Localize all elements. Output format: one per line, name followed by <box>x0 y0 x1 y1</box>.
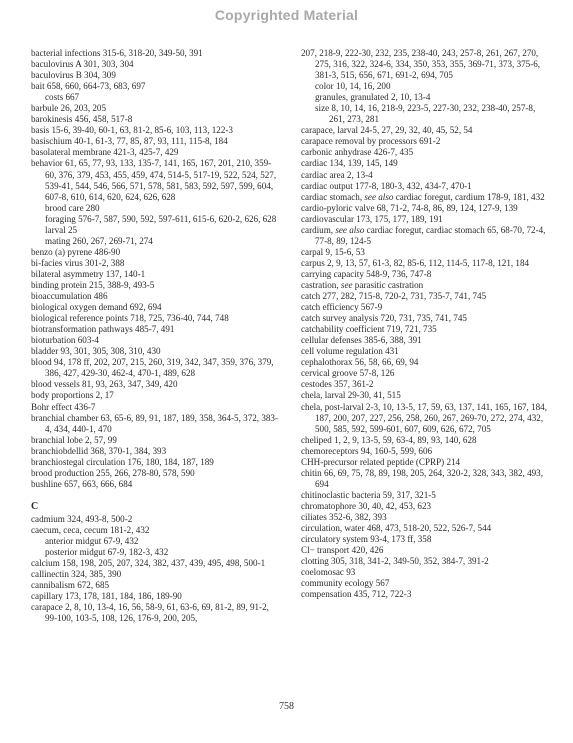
index-entry: coelomosac 93 <box>301 567 356 578</box>
index-entry <box>301 192 553 203</box>
index-entry: carpal 9, 15-6, 53 <box>301 246 365 257</box>
index-entry: bioaccumulation 486 <box>31 291 108 302</box>
index-entry: catch 277, 282, 715-8, 720-2, 731, 735-7, 741, 745 <box>301 291 487 302</box>
index-entry: carapace removal by processors 691-2 <box>301 136 441 147</box>
index-entry: bilateral asymmetry 137, 140-1 <box>31 268 146 279</box>
index-subentry: brood care 280 <box>45 202 100 213</box>
index-entry: community ecology 567 <box>301 578 390 589</box>
index-entry: cardiac output 177-8, 180-3, 432, 434-7, 470-1 <box>301 180 472 191</box>
index-entry: baculovirus A 301, 303, 304 <box>31 59 134 70</box>
index-subentry: granules, granulated 2, 10, 13-4 <box>315 92 431 103</box>
index-entry: baculovirus B 304, 309 <box>31 70 116 81</box>
index-entry: bioturbation 603-4 <box>31 335 99 346</box>
index-entry: carapace, larval 24-5, 27, 29, 32, 40, 45, 52, 54 <box>301 125 473 136</box>
index-entry: cannibalism 672, 685 <box>31 580 110 591</box>
index-entry: 207, 218-9, 222-30, 232, 235, 238-40, 243, 257-8, 261, 267, 270, 275, 316, 322, 324-6, 334, 350, 353, 355, 369-71, 373, 375-6, 381-3, 515, 656, 671, 691-2, 694, 705 <box>301 48 541 81</box>
cross-reference-label: see <box>340 279 353 290</box>
entry-text-part: cardiac stomach, <box>301 191 365 202</box>
index-entry: barokinesis 456, 458, 517-8 <box>31 114 133 125</box>
index-entry: caecum, ceca, cecum 181-2, 432 <box>31 524 150 535</box>
index-entry: binding protein 215, 388-9, 493-5 <box>31 279 155 290</box>
index-entry: cervical groove 57-8, 126 <box>301 368 395 379</box>
index-entry: cardiovascular 173, 175, 177, 189, 191 <box>301 213 443 224</box>
index-entry: basolateral membrane 421-3, 425-7, 429 <box>31 147 179 158</box>
entry-text-part: parasitic castration <box>352 279 424 290</box>
cross-reference-label: see also <box>335 224 365 235</box>
index-entry: CHH-precursor related peptide (CPRP) 214 <box>301 456 461 467</box>
index-entry: body proportions 2, 17 <box>31 390 114 401</box>
index-subentry: mating 260, 267, 269-71, 274 <box>45 235 153 246</box>
index-entry: carrying capacity 548-9, 736, 747-8 <box>301 268 432 279</box>
index-column-left <box>31 48 279 624</box>
index-entry: chemoreceptors 94, 160-5, 599, 606 <box>301 445 433 456</box>
index-entry: Cl− transport 420, 426 <box>301 545 384 556</box>
section-letter: C <box>31 500 39 512</box>
index-entry: behavior 61, 65, 77, 93, 133, 135-7, 141, 165, 167, 201, 210, 359-60, 376, 379, 453, 455, 459, 474, 514-5, 517-19, 522, 524, 527, 539-41, 544, 546, 566, 571, 578, 581, 583, 592, 597, 599, 604, 607-8, 610, 614, 620, 624, 626, 628 <box>31 158 277 202</box>
index-entry <box>301 225 553 247</box>
index-entry: blood 94, 178 ff, 202, 207, 215, 260, 319, 342, 347, 359, 376, 379, 386, 427, 429-30, 462-4, 470-1, 489, 628 <box>31 357 274 379</box>
index-entry: cellular defenses 385-6, 388, 391 <box>301 335 422 346</box>
index-entry: branchiobdellid 368, 370-1, 384, 393 <box>31 445 167 456</box>
index-entry: brood production 255, 266, 278-80, 578, 590 <box>31 467 195 478</box>
index-entry: chromatophore 30, 40, 42, 453, 623 <box>301 500 432 511</box>
index-entry: capillary 173, 178, 181, 184, 186, 189-90 <box>31 591 182 602</box>
index-entry: branchiostegal circulation 176, 180, 184, 187, 189 <box>31 456 214 467</box>
index-entry: branchial chamber 63, 65-6, 89, 91, 187, 189, 358, 364-5, 372, 383-4, 434, 440-1, 470 <box>31 412 279 434</box>
index-entry: ciliates 352-6, 382, 393 <box>301 511 387 522</box>
index-entry: clotting 305, 318, 341-2, 349-50, 352, 384-7, 391-2 <box>301 556 489 567</box>
index-entry: calcium 158, 198, 205, 207, 324, 382, 437, 439, 495, 498, 500-1 <box>31 558 266 569</box>
page-number: 758 <box>279 701 294 712</box>
copyright-banner: Copyrighted Material <box>214 7 359 23</box>
index-entry: chitin 66, 69, 75, 78, 89, 198, 205, 264, 320-2, 328, 343, 382, 493, 694 <box>301 467 543 489</box>
entry-text-part: cardium, <box>301 224 336 235</box>
index-entry: basischium 40-1, 61-3, 77, 85, 87, 93, 111, 115-8, 184 <box>31 136 228 147</box>
entry-text-part: castration, <box>301 279 341 290</box>
index-entry: chela, post-larval 2-3, 10, 13-5, 17, 59, 63, 137, 141, 165, 167, 184, 187, 200, 207, 227, 256, 258, 260, 267, 269-70, 272, 274, 432, 500, 585, 592, 599-601, 607, 609, 626, 672, 705 <box>301 401 548 434</box>
index-entry: carpus 2, 9, 13, 57, 61-3, 82, 85-6, 112, 114-5, 117-8, 121, 184 <box>301 257 530 268</box>
index-entry: circulation, water 468, 473, 518-20, 522, 526-7, 544 <box>301 523 492 534</box>
index-entry: cheliped 1, 2, 9, 13-5, 59, 63-4, 89, 93, 140, 628 <box>301 434 477 445</box>
index-subentry: foraging 576-7, 587, 590, 592, 597-611, 615-6, 620-2, 626, 628 <box>45 213 277 224</box>
index-entry: cephalothorax 56, 58, 66, 69, 94 <box>301 357 419 368</box>
index-entry: barbule 26, 203, 205 <box>31 103 107 114</box>
index-entry: bushline 657, 663, 666, 684 <box>31 478 133 489</box>
index-subentry: color 10, 14, 16, 200 <box>315 81 391 92</box>
index-subentry: costs 667 <box>45 92 80 103</box>
index-entry: carbonic anhydrase 426-7, 435 <box>301 147 414 158</box>
index-entry <box>301 280 553 291</box>
index-entry: biological reference points 718, 725, 736-40, 744, 748 <box>31 313 229 324</box>
index-entry: bacterial infections 315-6, 318-20, 349-50, 391 <box>31 48 203 58</box>
index-entry: catch survey analysis 720, 731, 735, 741, 745 <box>301 313 467 324</box>
index-entry: catch efficiency 567-9 <box>301 302 383 313</box>
index-subentry: posterior midgut 67-9, 182-3, 432 <box>45 547 169 558</box>
index-entry: biological oxygen demand 692, 694 <box>31 302 162 313</box>
entry-text-part: cardiac foregut, cardium 178-9, 181, 432 <box>393 191 545 202</box>
index-entry: cardio-pyloric valve 68, 71-2, 74-8, 86, 89, 124, 127-9, 139 <box>301 202 518 213</box>
index-entry: callinectin 324, 385, 390 <box>31 569 122 580</box>
index-entry: branchial lobe 2, 57, 99 <box>31 434 117 445</box>
index-subentry: larval 25 <box>45 224 78 235</box>
index-entry: cadmium 324, 493-8, 500-2 <box>31 513 133 524</box>
index-entry: blood vessels 81, 93, 263, 347, 349, 420 <box>31 379 178 390</box>
index-entry: cardiac 134, 139, 145, 149 <box>301 158 398 169</box>
index-entry: benzo (a) pyrene 486-90 <box>31 246 121 257</box>
index-entry: Bohr effect 436-7 <box>31 401 96 412</box>
index-entry: bait 658, 660, 664-73, 683, 697 <box>31 81 146 92</box>
cross-reference-label: see also <box>364 191 394 202</box>
entry-text-part: cardiac foregut, cardiac stomach 65, 68-70, 72-4, 77-8, 89, 124-5 <box>315 224 546 246</box>
index-entry: bladder 93, 301, 305, 308, 310, 430 <box>31 346 161 357</box>
index-column-right <box>301 48 553 600</box>
index-entry: basis 15-6, 39-40, 60-1, 63, 81-2, 85-6, 103, 113, 122-3 <box>31 125 233 136</box>
index-entry: cardiac area 2, 13-4 <box>301 169 373 180</box>
index-entry: chela, larval 29-30, 41, 515 <box>301 390 401 401</box>
index-entry: catchability coefficient 719, 721, 735 <box>301 324 437 335</box>
index-entry: bi-facies virus 301-2, 388 <box>31 257 125 268</box>
index-entry: chitinoclastic bacteria 59, 317, 321-5 <box>301 489 436 500</box>
index-entry: cestodes 357, 361-2 <box>301 379 374 390</box>
index-entry: cell volume regulation 431 <box>301 346 399 357</box>
index-entry: circulatory system 93-4, 173 ff, 358 <box>301 534 432 545</box>
index-entry: carapace 2, 8, 10, 13-4, 16, 56, 58-9, 61, 63-6, 69, 81-2, 89, 91-2, 99-100, 103-5, 108, 126, 176-9, 200, 205, <box>31 602 269 624</box>
index-subentry: anterior midgut 67-9, 432 <box>45 535 139 546</box>
index-subentry: size 8, 10, 14, 16, 218-9, 223-5, 227-30, 232, 238-40, 257-8, 261, 273, 281 <box>315 103 536 125</box>
index-entry: compensation 435, 712, 722-3 <box>301 589 412 600</box>
index-entry: biotransformation pathways 485-7, 491 <box>31 324 175 335</box>
